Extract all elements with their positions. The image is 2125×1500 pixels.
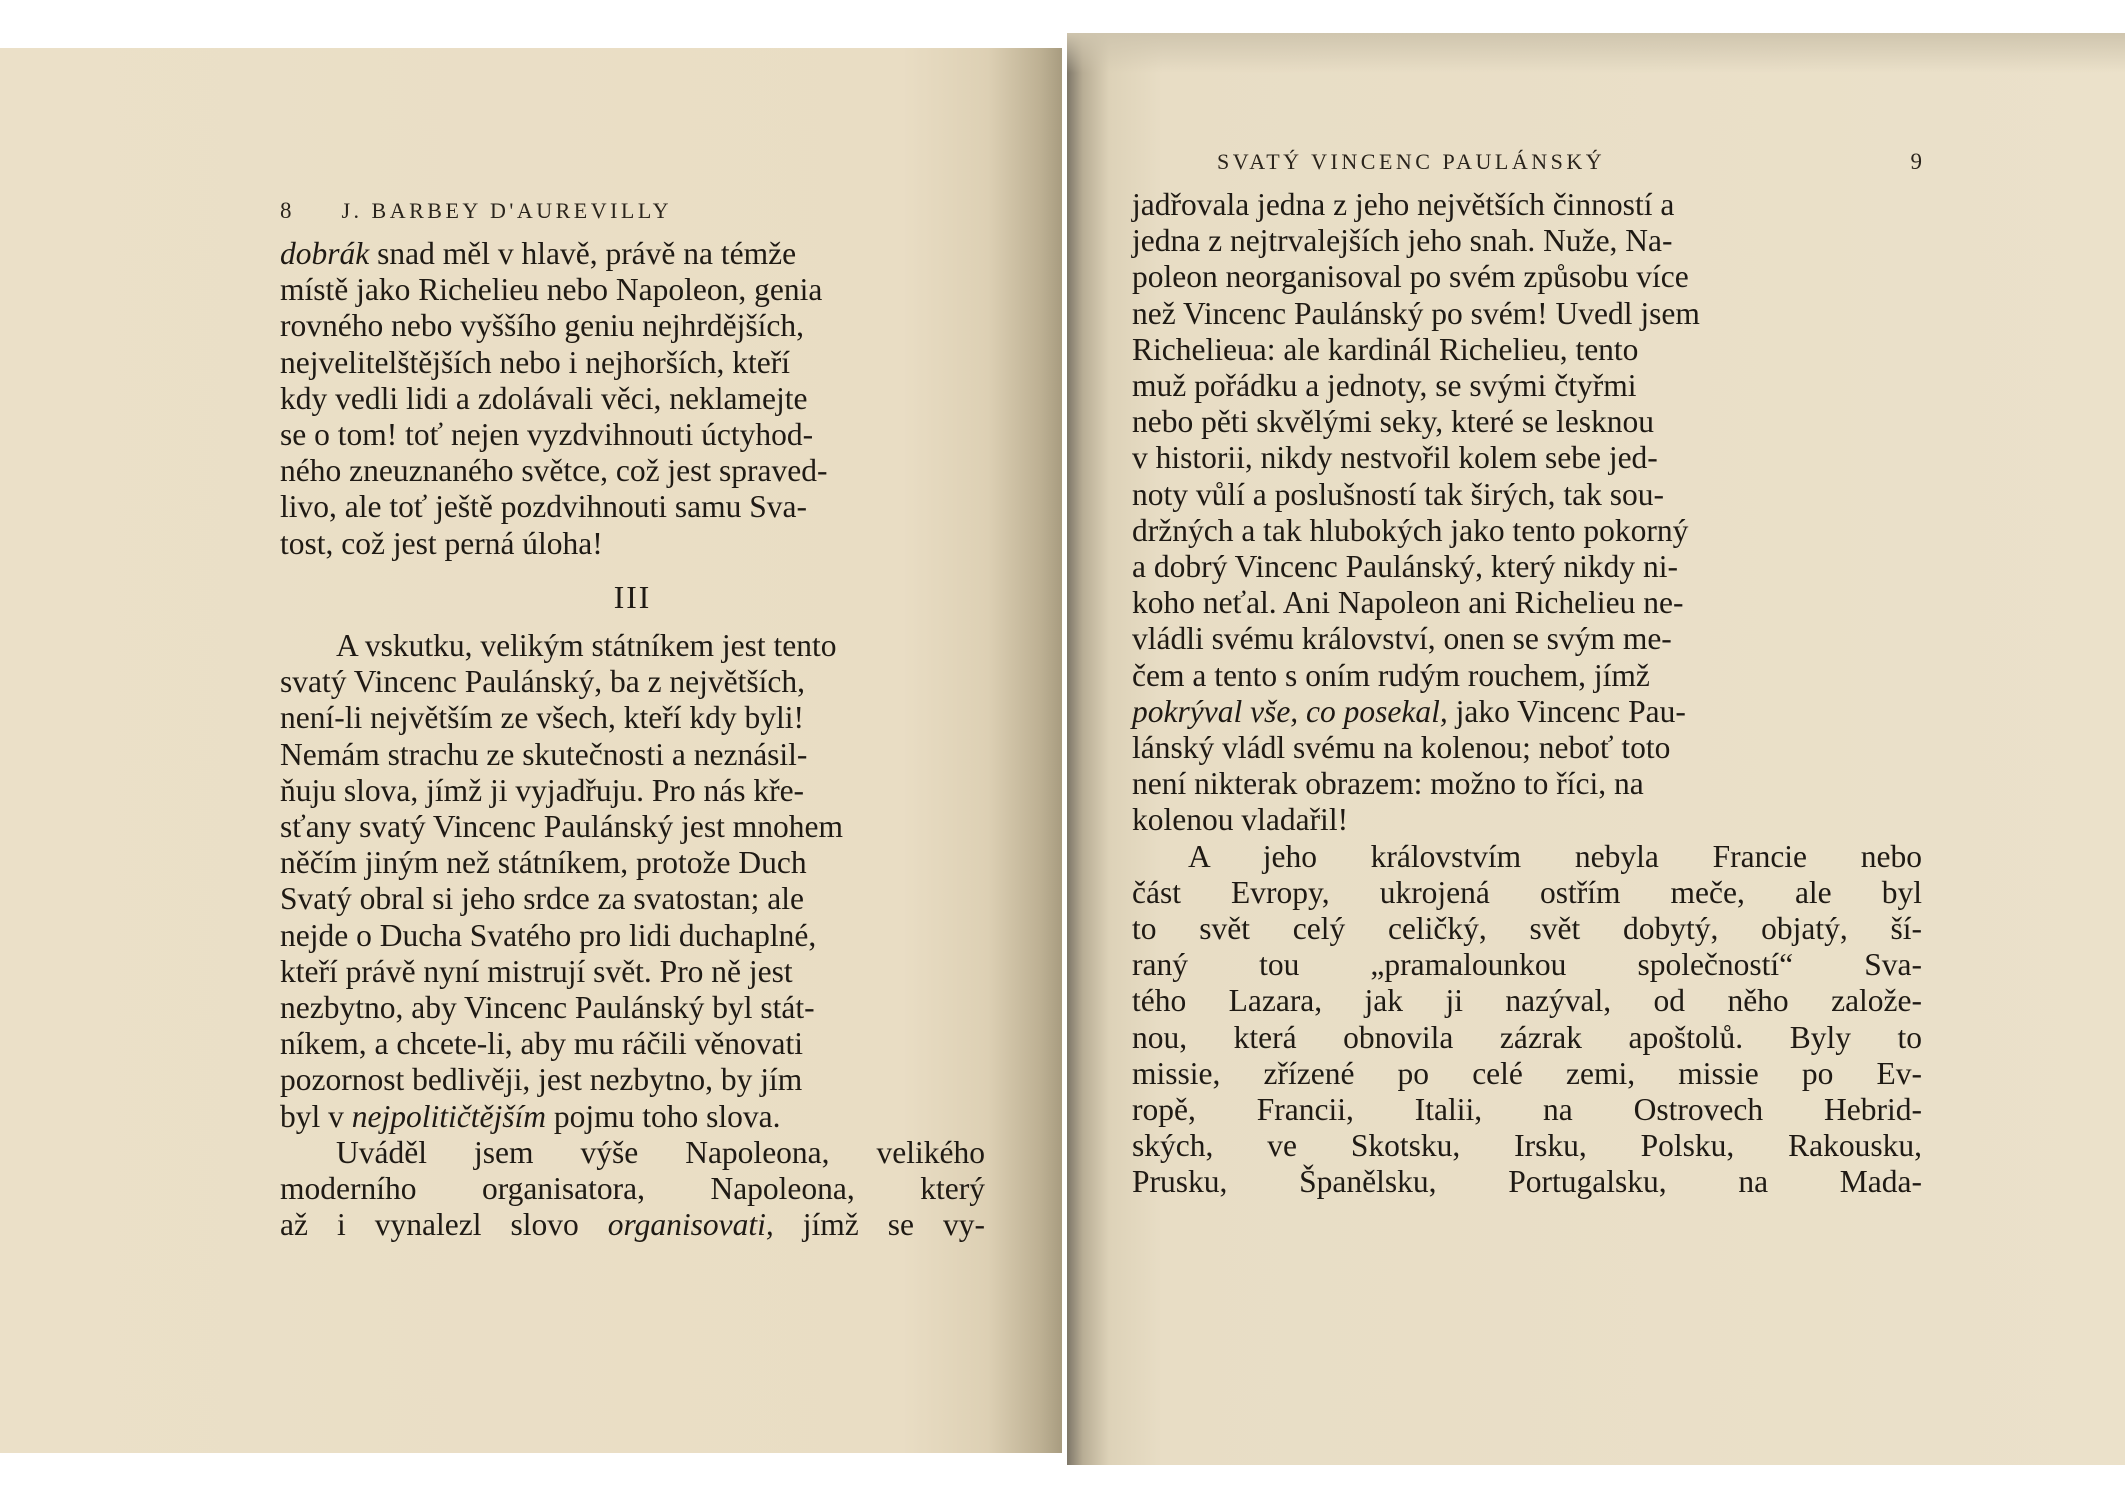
right-paragraph-2: A jeho královstvím nebyla Francie nebo část Evropy, ukrojená ostřím meče, ale byl to svět celý celičký, svět dobytý, objatý, ší- raný tou „pramalounkou společností“ Sva- tého Lazara, jak ji nazýval, od něho založe- nou, která obnovila zázrak apoštolů. Byly to missie, zřízené po celé zemi, missie po Ev- ropě, Francii, Italii, na Ostrovech Hebrid- ských, ve Skotsku, Irsku, Polsku, Rakousku, Prusku, Španělsku, Portugalsku, na Mada- — [1132, 838, 1922, 1200]
left-running-title: J. BARBEY D'AUREVILLY — [341, 198, 672, 223]
left-paragraph-1 — [280, 236, 985, 562]
italic-phrase: pokrýval vše, co posekal, — [1132, 693, 1448, 729]
right-page-number: 9 — [1910, 149, 1922, 174]
right-page — [1067, 33, 2125, 1465]
left-page-number: 8 — [280, 198, 292, 223]
italic-word: dobrák — [280, 236, 370, 271]
left-running-head — [280, 196, 985, 226]
italic-word: organisovati, — [607, 1207, 774, 1243]
left-paragraph-2 — [280, 628, 985, 1135]
right-running-head — [1132, 147, 1922, 177]
left-page — [0, 48, 1062, 1453]
right-page-text — [1132, 147, 1922, 1201]
left-paragraph-3 — [280, 1135, 985, 1244]
paragraph-text: jako Vincenc Pau- lánský vládl svému na kolenou; neboť toto není nikterak obrazem: možno to říci, na kolenou vladařil! — [1132, 693, 1686, 838]
paragraph-text: snad měl v hlavě, právě na témže místě jako Richelieu nebo Napoleon, genia rovného nebo vyššího geniu nejhrdějších, nejvelitelštějších nebo i nejhorších, kteří kdy vedli lidi a zdolávali věci, neklamejte se o tom! toť nejen vyzdvihnouti úctyhod- ného zneuznaného světce, což jest spraved- livo, ale toť ještě pozdvihnouti samu Sva- tost, což jest perná úloha! — [280, 236, 828, 561]
paragraph-text: Uváděl jsem výše Napoleona, velikého moderního organisatora, Napoleona, který až i vynalezl slovo — [280, 1134, 985, 1243]
italic-word: nejpolitičtějším — [351, 1098, 546, 1134]
left-page-text — [280, 196, 985, 1243]
paragraph-text: jímž se vy- — [773, 1207, 986, 1243]
section-number: III — [613, 579, 652, 615]
paragraph-text: A vskutku, velikým státníkem jest tento svatý Vincenc Paulánský, ba z největších, není-li největším ze všech, kteří kdy byli! Nemám strachu ze skutečnosti a neznásil- ňuju slova, jímž ji vyjadřuju. Pro nás kře- sťany svatý Vincenc Paulánský jest mnohem něčím jiným než státníkem, protože Duch Svatý obral si jeho srdce za svatostan; ale nejde o Ducha Svatého pro lidi duchaplné, kteří právě nyní mistrují svět. Pro ně jest nezbytno, aby Vincenc Paulánský byl stát- níkem, a chcete-li, aby mu ráčili věnovati pozornost bedlivěji, jest nezbytno, by jím byl v — [280, 628, 844, 1134]
right-running-title: SVATÝ VINCENC PAULÁNSKÝ — [1217, 149, 1606, 174]
right-paragraph-1 — [1132, 187, 1922, 839]
paragraph-text: jadřovala jedna z jeho největších činností a jedna z nejtrvalejších jeho snah. Nuže, Na- poleon neorganisoval po svém způsobu více než Vincenc Paulánský po svém! Uvedl jsem Richelieua: ale kardinál Richelieu, tento muž pořádku a jednoty, se svými čtyřmi nebo pěti skvělými seky, které se lesknou v historii, nikdy nestvořil kolem sebe jed- noty vůlí a poslušností tak širých, tak sou- držných a tak hlubokých jako tento pokorný a dobrý Vincenc Paulánský, který nikdy ni- koho neťal. Ani Napoleon ani Richelieu ne- vládli svému království, onen se svým me- čem a tento s oním rudým rouchem, jímž — [1132, 187, 1700, 693]
paragraph-text: pojmu toho slova. — [545, 1098, 781, 1134]
